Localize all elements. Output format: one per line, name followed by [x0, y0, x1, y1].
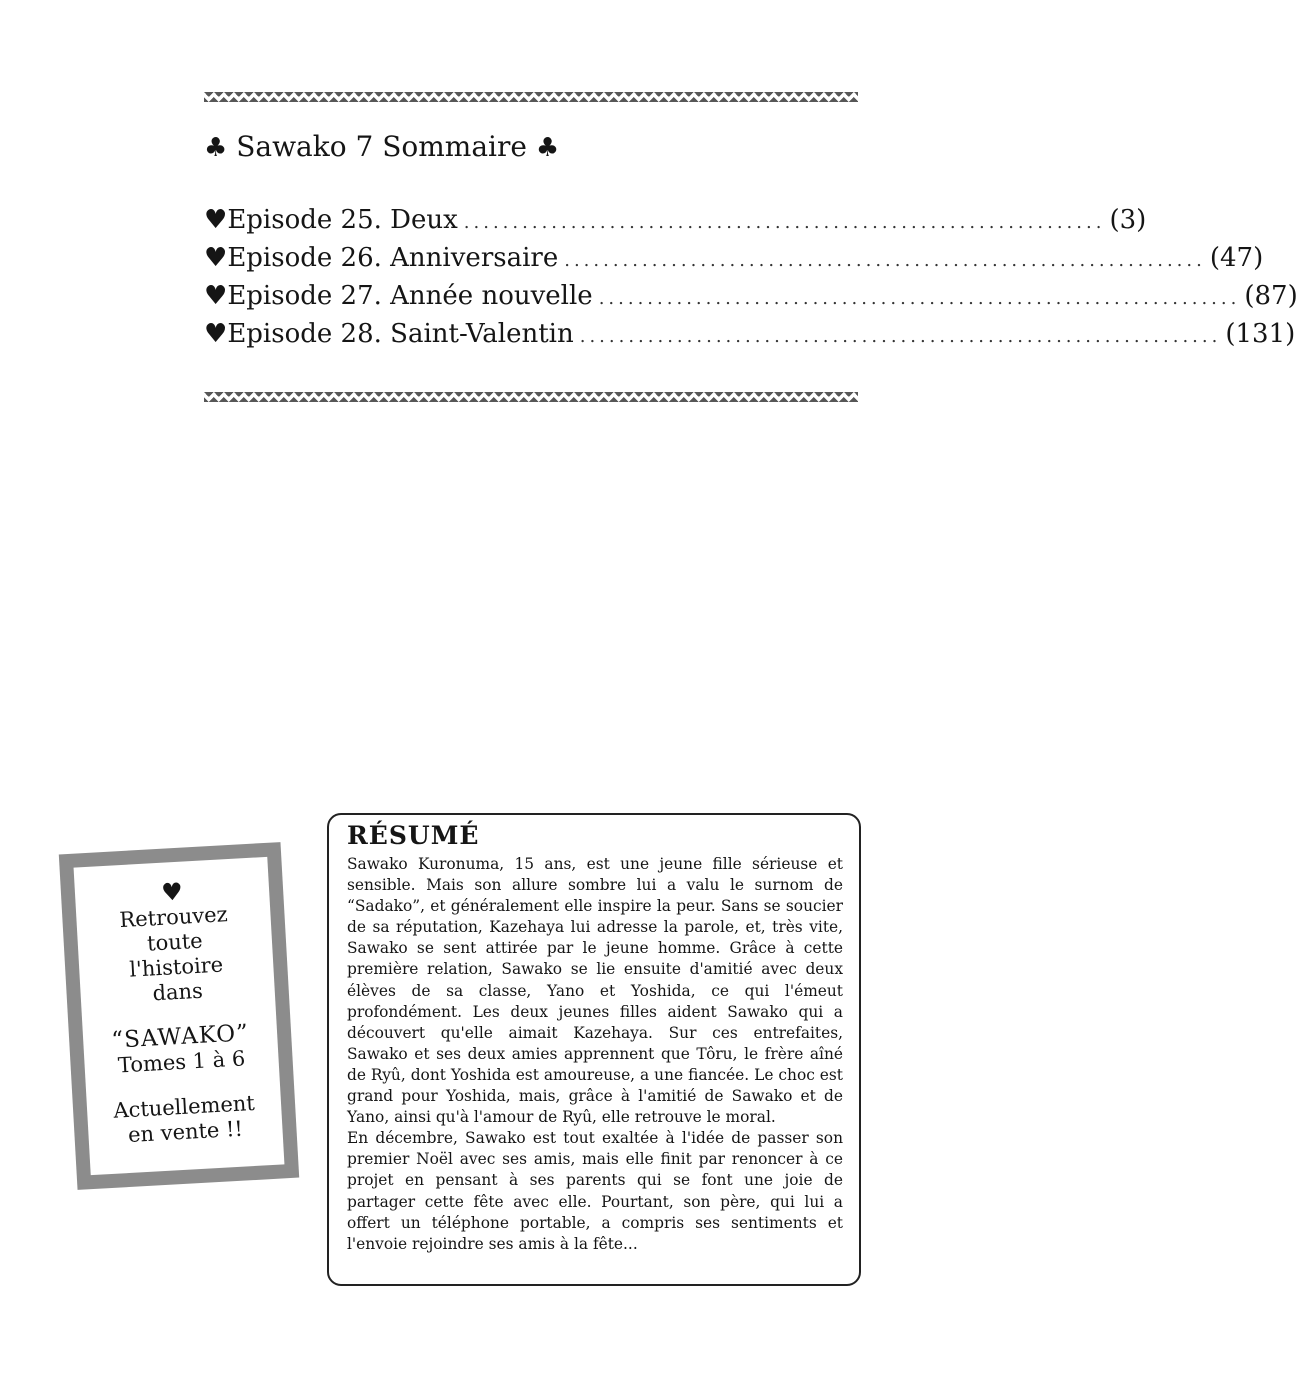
dot-leader: .................................................................. — [564, 250, 1206, 271]
toc-entry-label: Episode 28. Saint-Valentin — [227, 319, 574, 349]
dot-leader: .................................................................. — [463, 212, 1106, 233]
heart-suit-icon: ♥ — [160, 877, 184, 907]
promo-line: l'histoire — [128, 952, 224, 982]
heart-suit-icon: ♥ — [204, 243, 228, 273]
promo-box — [59, 842, 299, 1190]
promo-line: toute — [146, 928, 204, 956]
promo-content — [74, 857, 285, 1175]
dot-leader: .................................................................. — [579, 326, 1222, 347]
toc-entry-label: Episode 26. Anniversaire — [227, 243, 559, 273]
toc-entry — [204, 281, 1298, 319]
promo-line: dans — [151, 978, 204, 1006]
toc-entry-label: Episode 27. Année nouvelle — [227, 281, 593, 311]
toc-list — [204, 205, 1298, 357]
toc-entry-page: (131) — [1225, 319, 1296, 349]
toc-entry-page: (87) — [1244, 281, 1298, 311]
promo-line: Retrouvez — [118, 902, 229, 933]
resume-paragraph: En décembre, Sawako est tout exaltée à l'idée de passer son premier Noël avec ses amis, mais elle finit par renoncer à ce projet en pensant à ses parents qui se font une joie de partager cette fête avec elle. Pourtant, son père, qui lui a offert un téléphone portable, a compris ses sentiments et l'envoie rejoindre ses amis à la fête... — [347, 1129, 843, 1253]
toc-title: Sawako 7 Sommaire — [236, 130, 527, 163]
promo-sale-line: en vente !! — [127, 1116, 244, 1148]
resume-box — [327, 813, 861, 1286]
heart-suit-icon: ♥ — [204, 205, 228, 235]
toc-entry — [204, 205, 1147, 243]
promo-sale-line: Actuellement — [112, 1090, 256, 1123]
toc-entry-page: (47) — [1209, 243, 1264, 273]
promo-series-title: “SAWAKO” — [110, 1020, 250, 1054]
resume-paragraph: Sawako Kuronuma, 15 ans, est une jeune fille sérieuse et sensible. Mais son allure sombre lui a valu le surnom de “Sadako”, et généralement elle inspire la peur. Sans se soucier de sa réputation, Kazehaya lui adresse la parole, et, très vite, Sawako se sent attirée par le jeune homme. Grâce à cette première relation, Sawako se lie ensuite d'amitié avec deux élèves de sa classe, Yano et Yoshida, ce qui l'émeut profondément. Les deux jeunes filles aident Sawako qui a découvert qu'elle aimait Kazehaya. Sur ces entrefaites, Sawako et ses deux amies apprennent que Tôru, le frère aîné de Ryû, dont Yoshida est amoureuse, a une fiancée. Le choc est grand pour Yoshida, mais, grâce à l'amitié de Sawako et de Yano, ainsi qu'à l'amour de Ryû, elle retrouve le moral. — [347, 855, 843, 1127]
zigzag-divider-bottom — [204, 392, 858, 402]
promo-volumes: Tomes 1 à 6 — [117, 1046, 246, 1078]
toc-heading — [204, 130, 559, 163]
zigzag-divider-top — [204, 92, 858, 102]
toc-entry-page: (3) — [1109, 205, 1147, 235]
club-suit-icon: ♣ — [535, 133, 560, 163]
toc-entry — [204, 319, 1296, 357]
toc-entry-label: Episode 25. Deux — [227, 205, 458, 235]
dot-leader: .................................................................. — [598, 288, 1241, 309]
heart-suit-icon: ♥ — [204, 281, 228, 311]
resume-title: RÉSUMÉ — [347, 821, 480, 850]
club-suit-icon: ♣ — [204, 133, 228, 163]
heart-suit-icon: ♥ — [204, 319, 228, 349]
toc-entry — [204, 243, 1264, 281]
resume-text — [347, 854, 843, 1255]
